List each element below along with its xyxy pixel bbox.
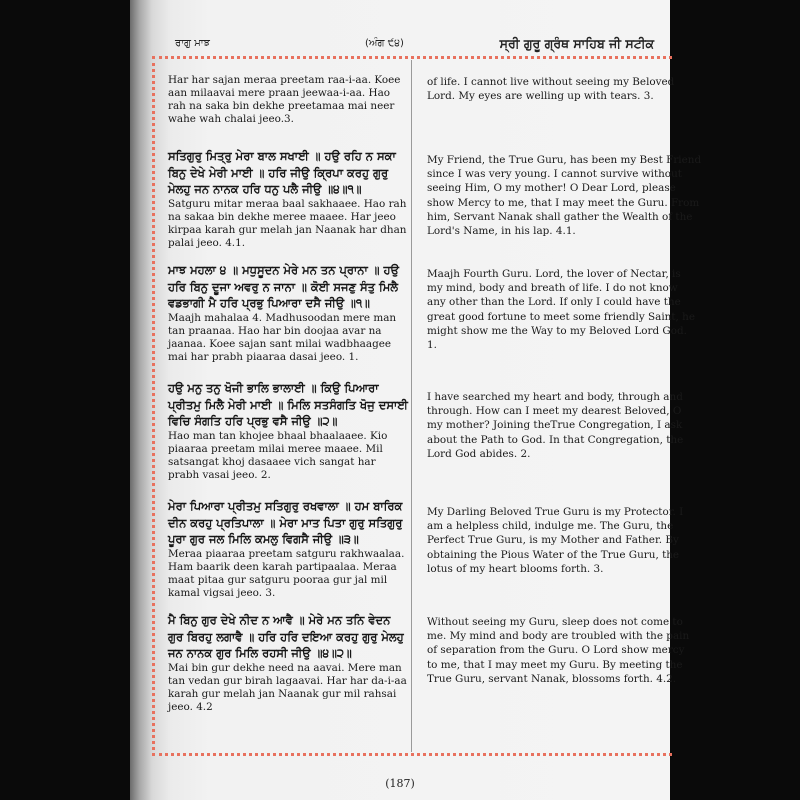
text-line: lotus of my heart blooms forth. 3. — [427, 562, 604, 575]
verse-2-translation — [427, 267, 695, 352]
text-line: Lord God abides. 2. — [427, 447, 531, 460]
text-line: am a helpless child, indulge me. The Guru, the — [427, 520, 674, 533]
verse-5-translation — [427, 615, 690, 686]
top-translation — [427, 75, 675, 103]
text-line: to me, that I may meet my Guru. By meeting the — [427, 658, 683, 671]
text-line: my mind, body and breath of life. I do not know — [427, 282, 678, 295]
header-ang: (ਅੰਗ ੯੪) — [365, 38, 404, 49]
book-page — [130, 0, 702, 800]
verse-gurmukhi: ਮੈ ਬਿਨੁ ਗੁਰ ਦੇਖੇ ਨੀਦ ਨ ਆਵੈ ॥ ਮੇਰੇ ਮਨ ਤਨਿ ਵੇਦਨ ਗੁਰ ਬਿਰਹੁ ਲਗਾਵੈ ॥ ਹਰਿ ਹਰਿ ਦਇਆ ਕਰਹੁ ਗੁਰੁ ਮੇਲਹੁ ਜਨ ਨਾਨਕ ਗੁਰ ਮਿਲਿ ਰਹਸੀ ਜੀਉ ॥੪॥੨॥ — [168, 613, 404, 660]
verse-3-left — [168, 380, 408, 482]
text-line: Lord's Name, in his lap. 4.1. — [427, 225, 576, 238]
verse-gurmukhi: ਸਤਿਗੁਰੁ ਮਿਤ੍ਰੁ ਮੇਰਾ ਬਾਲ ਸਖਾਈ ॥ ਹਉ ਰਹਿ ਨ ਸਕਾ ਬਿਨੁ ਦੇਖੇ ਮੇਰੀ ਮਾਈ ॥ ਹਰਿ ਜੀਉ ਕ੍ਰਿਪਾ ਕਰਹੁ ਗੁਰੁ ਮੇਲਹੁ ਜਨ ਨਾਨਕ ਹਰਿ ਧਨੁ ਪਲੈ ਜੀਉ ॥੪॥੧॥ — [168, 149, 396, 196]
verse-1-left — [168, 148, 408, 250]
text-line: might show me the Way to my Beloved Lord God. — [427, 324, 687, 337]
verse-4-left — [168, 498, 408, 600]
text-line: Maajh Fourth Guru. Lord, the lover of Nectar, is — [427, 268, 681, 280]
text-line: My Friend, the True Guru, has been my Best Friend — [427, 154, 702, 166]
text-line: of life. I cannot live without seeing my Beloved — [427, 76, 675, 88]
verse-transliteration: Mai bin gur dekhe need na aavai. Mere man tan vedan gur birah lagaavai. Har har da-i-aa karah gur melah jan Naanak gur mil rahsai jeeo. 4.2 — [168, 661, 407, 713]
text-line: show Mercy to me, that I may meet the Guru. From — [427, 196, 700, 209]
verse-5-left — [168, 612, 408, 714]
running-header — [130, 38, 670, 58]
verse-transliteration: Hao man tan khojee bhaal bhaalaaee. Kio piaaraa preetam milai meree maaee. Mil satsangat khoj dasaaee vich sangat har prabh vasai jeeo. 2. — [168, 429, 388, 481]
column-divider — [411, 60, 412, 752]
verse-transliteration: Meraa piaaraa preetam satguru rakhwaalaa. Ham baarik deen karah partipaalaa. Meraa maat pitaa gur satguru pooraa gur jal mil kamal vigsai jeeo. 3. — [168, 547, 405, 599]
verse-1-translation — [427, 153, 702, 238]
page-number: (187) — [385, 777, 415, 790]
verse-2-left — [168, 262, 408, 364]
verse-transliteration: Maajh mahalaa 4. Madhusoodan mere man tan praanaa. Hao har bin doojaa avar na jaanaa. Koee sajan sant milai wadbhaagee mai har prabh piaaraa dasai jeeo. 1. — [168, 311, 397, 363]
verse-4-translation — [427, 505, 684, 576]
text-line: me. My mind and body are troubled with the pain — [427, 630, 690, 643]
top-transliteration: Har har sajan meraa preetam raa-i-aa. Koee aan milaavai mere praan jeewaa-i-aa. Hao rah na saka bin dekhe preetamaa mai neer wahe wah chalai jeeo.3. — [168, 74, 401, 126]
text-line: Lord. My eyes are welling up with tears. 3. — [427, 90, 654, 103]
verse-gurmukhi: ਹਉ ਮਨੁ ਤਨੁ ਖੋਜੀ ਭਾਲਿ ਭਾਲਾਈ ॥ ਕਿਉ ਪਿਆਰਾ ਪ੍ਰੀਤਮੁ ਮਿਲੈ ਮੇਰੀ ਮਾਈ ॥ ਮਿਲਿ ਸਤਸੰਗਤਿ ਖੋਜੁ ਦਸਾਈ ਵਿਚਿ ਸੰਗਤਿ ਹਰਿ ਪ੍ਰਭੁ ਵਸੈ ਜੀਉ ॥੨॥ — [168, 381, 408, 428]
text-line: seeing Him, O my mother! O Dear Lord, please — [427, 182, 676, 195]
text-line: of separation from the Guru. O Lord show mercy — [427, 644, 685, 657]
text-line: I have searched my heart and body, through and — [427, 391, 683, 403]
text-line: great good fortune to meet some friendly Saint, he — [427, 310, 695, 323]
verse-transliteration: Satguru mitar meraa baal sakhaaee. Hao rah na sakaa bin dekhe meree maaee. Har jeeo kirpaa karah gur melah jan Naanak har dhan palai jeeo. 4.1. — [168, 197, 407, 249]
text-line: Without seeing my Guru, sleep does not come to — [427, 616, 683, 628]
text-line: My Darling Beloved True Guru is my Protector. I — [427, 506, 684, 518]
text-line: any other than the Lord. If only I could have the — [427, 296, 681, 309]
verse-3-translation — [427, 390, 684, 461]
text-line: my mother? Joining theTrue Congregation, I ask — [427, 419, 683, 432]
verse-gurmukhi: ਮੇਰਾ ਪਿਆਰਾ ਪ੍ਰੀਤਮੁ ਸਤਿਗੁਰੁ ਰਖਵਾਲਾ ॥ ਹਮ ਬਾਰਿਕ ਦੀਨ ਕਰਹੁ ਪ੍ਰਤਿਪਾਲਾ ॥ ਮੇਰਾ ਮਾਤ ਪਿਤਾ ਗੁਰੁ ਸਤਿਗੁਰੁ ਪੂਰਾ ਗੁਰ ਜਲ ਮਿਲਿ ਕਮਲੁ ਵਿਗਸੈ ਜੀਉ ॥੩॥ — [168, 499, 403, 546]
header-title: ਸ੍ਰੀ ਗੁਰੂ ਗ੍ਰੰਥ ਸਾਹਿਬ ਜੀ ਸਟੀਕ — [499, 36, 654, 51]
text-line: True Guru, servant Nanak, blossoms forth. 4.2. — [427, 672, 677, 685]
text-line: him, Servant Nanak shall gather the Wealth of the — [427, 210, 693, 223]
text-line: Perfect True Guru, is my Mother and Father. By — [427, 534, 679, 547]
text-line: through. How can I meet my dearest Beloved, O — [427, 405, 682, 418]
verse-gurmukhi: ਮਾਝ ਮਹਲਾ ੪ ॥ ਮਧੁਸੂਦਨ ਮੇਰੇ ਮਨ ਤਨ ਪ੍ਰਾਨਾ ॥ ਹਉ ਹਰਿ ਬਿਨੁ ਦੂਜਾ ਅਵਰੁ ਨ ਜਾਨਾ ॥ ਕੋਈ ਸਜਣੁ ਸੰਤੁ ਮਿਲੈ ਵਡਭਾਗੀ ਮੈ ਹਰਿ ਪ੍ਰਭੁ ਪਿਆਰਾ ਦਸੈ ਜੀਉ ॥੧॥ — [168, 263, 399, 310]
text-line: since I was very young. I cannot survive without — [427, 168, 682, 181]
text-line: 1. — [427, 339, 437, 352]
header-raag: ਰਾਗੁ ਮਾਝ — [175, 38, 210, 49]
text-line: obtaining the Pious Water of the True Guru, the — [427, 548, 680, 561]
text-line: about the Path to God. In that Congregation, the — [427, 433, 684, 446]
